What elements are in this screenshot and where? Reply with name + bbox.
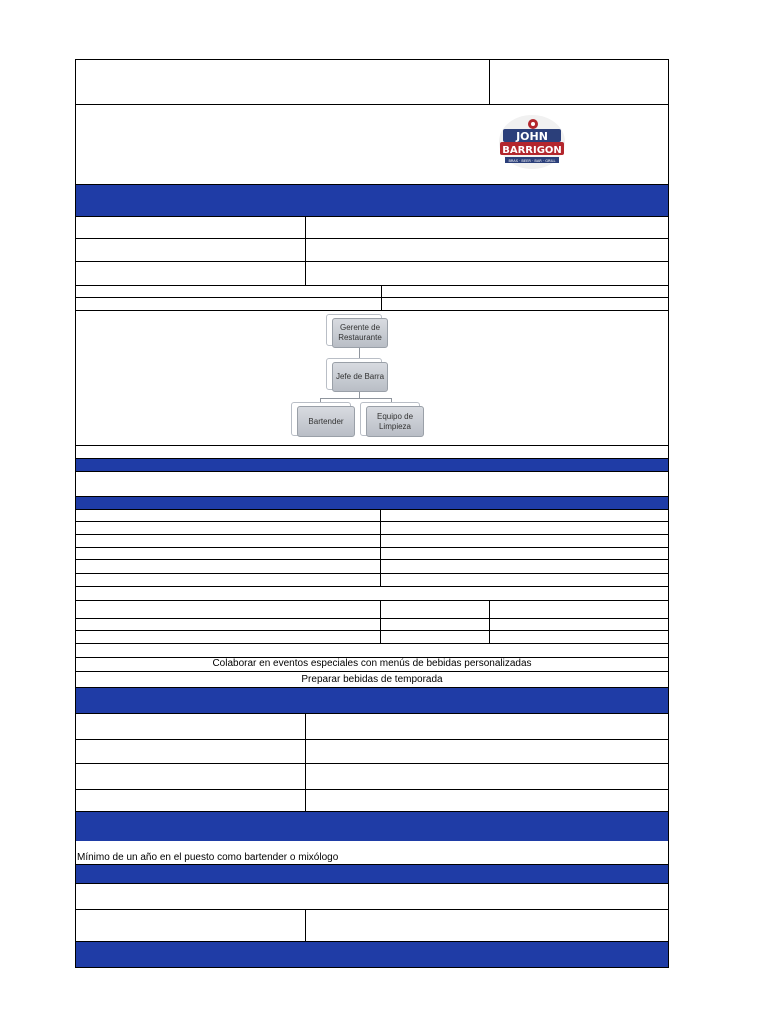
func-row-2-right <box>380 521 669 535</box>
req-label-3 <box>75 763 306 790</box>
section-band-general <box>75 184 669 217</box>
objective-text-cell <box>75 471 669 497</box>
func-row-7 <box>75 586 669 601</box>
general-label-1 <box>75 216 306 239</box>
resp-row-3-c1 <box>75 630 381 644</box>
skills-label <box>75 909 306 942</box>
org-node-top-label: Gerente de Restaurante <box>338 323 382 342</box>
logo-graphic <box>497 114 567 170</box>
org-connector-h <box>320 398 392 399</box>
logo-tagline: BRAS · BEER · BAR · GRILL <box>508 159 556 163</box>
header-logo-row <box>75 104 669 185</box>
general-value-3 <box>305 261 669 286</box>
general-label-2 <box>75 238 306 262</box>
skills-row <box>75 883 669 910</box>
resp-row-1-c3 <box>489 600 669 619</box>
func-row-6-right <box>380 573 669 587</box>
req-value-1 <box>305 713 669 740</box>
req-value-4 <box>305 789 669 812</box>
org-node-right <box>366 406 424 437</box>
org-node-left-label: Bartender <box>308 416 344 426</box>
general-value-1 <box>305 216 669 239</box>
section-band-experience <box>75 811 669 842</box>
func-row-5-right <box>380 559 669 574</box>
req-value-3 <box>305 763 669 790</box>
org-node-middle-label: Jefe de Barra <box>335 372 385 381</box>
seasonal-text: Preparar bebidas de temporada <box>301 674 443 685</box>
general-label-3 <box>75 261 306 286</box>
resp-row-3-c2 <box>380 630 490 644</box>
resp-row-3-c3 <box>489 630 669 644</box>
resp-row-4 <box>75 643 669 658</box>
company-logo <box>497 114 567 170</box>
org-sub-right <box>381 297 669 311</box>
org-node-right-label: Equipo de Limpieza <box>376 411 414 431</box>
section-band-skills <box>75 864 669 884</box>
header-title-cell <box>75 59 490 105</box>
special-events-text: Colaborar en eventos especiales con menús de bebidas personalizadas <box>212 658 532 669</box>
skills-value <box>305 909 669 942</box>
section-band-footer <box>75 941 669 968</box>
org-node-top <box>332 318 388 348</box>
req-label-1 <box>75 713 306 740</box>
logo-line1: JOHN <box>516 130 548 143</box>
org-node-left <box>297 406 355 437</box>
general-value-2 <box>305 238 669 262</box>
section-band-requirements <box>75 687 669 714</box>
req-value-2 <box>305 739 669 764</box>
req-label-4 <box>75 789 306 812</box>
section-band-functions <box>75 496 669 510</box>
func-row-6-left <box>75 573 381 587</box>
func-row-3-right <box>380 534 669 548</box>
func-row-5-left <box>75 559 381 574</box>
resp-row-1-c2 <box>380 600 490 619</box>
row-after-chart <box>75 445 669 459</box>
org-sub-left <box>75 297 382 311</box>
experience-text: Mínimo de un año en el puesto como bartender o mixólogo <box>77 852 339 863</box>
func-row-2-left <box>75 521 381 535</box>
resp-row-1-c1 <box>75 600 381 619</box>
header-code-cell <box>489 59 669 105</box>
org-node-middle <box>332 362 388 392</box>
section-band-objective <box>75 458 669 472</box>
func-row-3-left <box>75 534 381 548</box>
req-label-2 <box>75 739 306 764</box>
logo-line2: BARRIGON <box>502 145 562 156</box>
